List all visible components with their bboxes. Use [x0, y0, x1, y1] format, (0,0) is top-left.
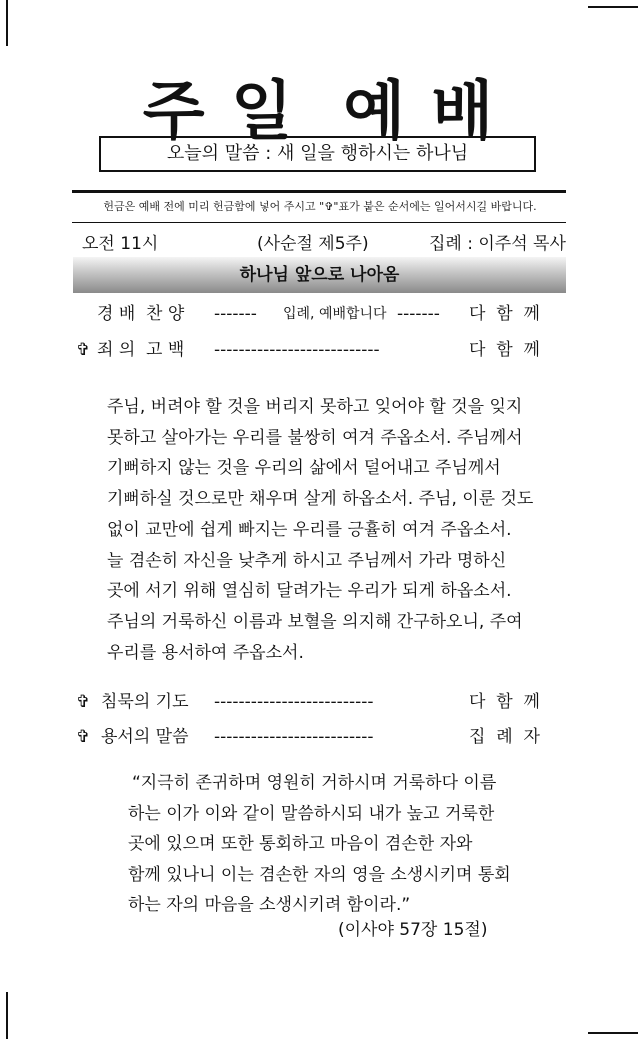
page-title: 주 일 예 배 — [142, 75, 496, 149]
order-item-name: 경 배 찬 양 — [97, 304, 185, 324]
order-item — [0, 336, 638, 364]
prayer-line: 없이 교만에 쉽게 빠지는 우리를 긍휼히 여겨 주옵소서. — [107, 519, 512, 540]
cross-icon: ✞ — [76, 727, 91, 747]
order-item — [0, 723, 638, 751]
order-item-dashes: --------------------------- — [214, 340, 380, 360]
crop-mark-bottom-right — [588, 1032, 638, 1034]
divider-thick — [72, 190, 566, 193]
prayer-line: 늘 겸손히 자신을 낮추게 하시고 주님께서 가라 명하신 — [107, 550, 507, 571]
prayer-line: 주님의 거룩하신 이름과 보혈을 의지해 간구하오니, 주여 — [107, 611, 523, 632]
confession-prayer — [107, 392, 537, 668]
order-item-name: 죄 의 고 백 — [97, 340, 185, 360]
sermon-title-box: 오늘의 말씀 : 새 일을 행하시는 하나님 — [99, 136, 536, 172]
cross-icon: ✞ — [76, 692, 91, 712]
verse-line: “지극히 존귀하며 영원히 거하시며 거룩하다 이름 — [132, 773, 497, 793]
prayer-line: 기뻐하실 것으로만 채우며 살게 하옵소서. 주님, 이룬 것도 — [107, 489, 534, 510]
crop-mark-bottom-left — [6, 992, 8, 1039]
prayer-line: 우리를 용서하여 주옵소서. — [107, 642, 304, 663]
prayer-line: 주님, 버려야 할 것을 버리지 못하고 잊어야 할 것을 잊지 — [107, 397, 523, 417]
verse-line: 곳에 있으며 또한 통회하고 마음이 겸손한 자와 — [128, 834, 473, 854]
verse-line: 하는 자의 마음을 소생시키려 함이라.” — [128, 895, 411, 915]
order-item-leader: 다 함 께 — [469, 304, 540, 324]
order-item — [0, 300, 638, 328]
cross-icon: ✞ — [76, 340, 91, 360]
verse-line: 함께 있나니 이는 겸손한 자의 영을 소생시키며 통회 — [128, 864, 511, 885]
order-item-name: 용서의 말씀 — [101, 727, 189, 747]
scripture-quote — [128, 768, 523, 921]
order-item-leader: 다 함 께 — [469, 692, 540, 712]
divider-thin — [72, 222, 566, 223]
service-time: 오전 11시 — [82, 234, 159, 254]
order-item — [0, 688, 638, 716]
liturgical-season: (사순절 제5주) — [257, 234, 369, 254]
section-banner: 하나님 앞으로 나아옴 — [73, 257, 566, 293]
verse-line: 하는 이가 이와 같이 말씀하시되 내가 높고 거룩한 — [128, 803, 495, 824]
crop-mark-top-right — [588, 6, 638, 8]
order-item-dashes: ------- — [214, 304, 257, 324]
order-item-dashes: ------- — [397, 304, 440, 324]
prayer-line: 곳에 서기 위해 열심히 달려가는 우리가 되게 하옵소서. — [107, 581, 512, 602]
officiant: 집례 : 이주석 목사 — [429, 234, 566, 254]
prayer-line: 기뻐하지 않는 것을 우리의 삶에서 덜어내고 주님께서 — [107, 458, 501, 479]
order-item-dashes: -------------------------- — [214, 727, 374, 747]
verse-reference: (이사야 57장 15절) — [338, 920, 488, 940]
order-item-name: 침묵의 기도 — [101, 692, 189, 712]
order-item-dashes: -------------------------- — [214, 692, 374, 712]
order-item-song: 입례, 예배합니다 — [283, 306, 387, 322]
prayer-line: 못하고 살아가는 우리를 불쌍히 여겨 주옵소서. 주님께서 — [107, 427, 523, 448]
offering-notice: 헌금은 예배 전에 미리 헌금함에 넣어 주시고 "✞"표가 붙은 순서에는 일어서시길 바랍니다. — [103, 200, 537, 213]
crop-mark-top-left — [6, 0, 8, 46]
order-item-leader: 다 함 께 — [469, 340, 540, 360]
order-item-leader: 집 례 자 — [469, 727, 540, 747]
